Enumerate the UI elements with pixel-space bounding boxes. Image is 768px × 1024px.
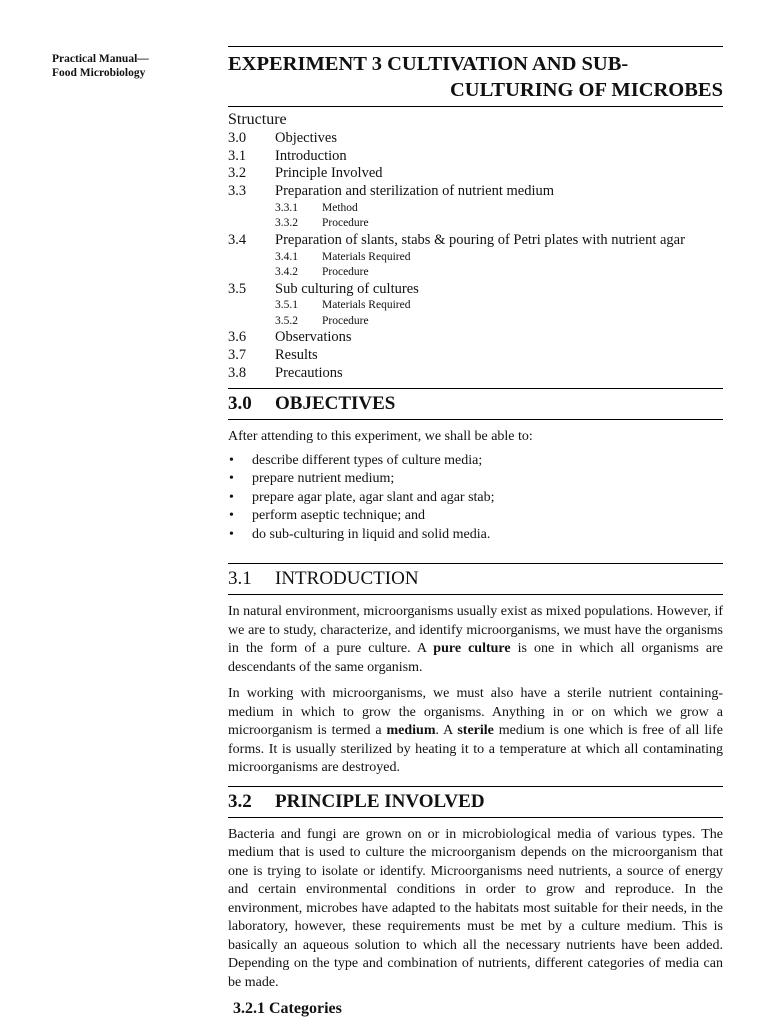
running-head-line2: Food Microbiology	[52, 67, 146, 79]
title-line1: EXPERIMENT 3 CULTIVATION AND SUB-	[228, 53, 629, 75]
introduction-title: INTRODUCTION	[275, 568, 419, 590]
objectives-heading	[228, 389, 723, 419]
structure-subitem	[228, 201, 723, 217]
structure-item-text: Sub culturing of cultures	[275, 280, 419, 297]
intro-p1-text-a: In natural environment, microorganisms usually exist as mixed populations. However, if we are to study, characterize, and identify microorganisms, we must have the organisms in the form of a pure culture. A	[228, 604, 723, 657]
structure-item-number: 3.0	[228, 130, 247, 146]
structure-item-number: 3.3.2	[275, 217, 298, 230]
objective-text: perform aseptic technique; and	[252, 508, 425, 524]
structure-subitem	[228, 265, 723, 281]
page-title	[228, 47, 723, 103]
structure-item	[228, 347, 723, 365]
intro-p2-bold-medium: medium	[386, 723, 436, 739]
structure-item-number: 3.4.1	[275, 250, 298, 263]
structure-item-text: Preparation and sterilization of nutrient medium	[275, 183, 555, 200]
intro-p1-bold: pure culture	[433, 641, 511, 657]
structure-item-number: 3.4.2	[275, 266, 298, 279]
structure-item-number: 3.7	[228, 346, 247, 363]
structure-item-text: Method	[322, 201, 358, 214]
intro-p2-text-c: . A	[435, 723, 458, 739]
objectives-rule-bottom	[228, 419, 723, 420]
objective-text: do sub-culturing in liquid and solid media.	[252, 526, 491, 542]
structure-item-number: 3.3.1	[275, 201, 298, 214]
structure-item	[228, 281, 723, 299]
structure-item-text: Principle Involved	[275, 165, 383, 182]
structure-item-number: 3.3	[228, 183, 247, 200]
structure-item-text: Observations	[275, 329, 352, 346]
objectives-title: OBJECTIVES	[275, 393, 396, 415]
structure-list	[228, 130, 723, 382]
structure-item-text: Objectives	[275, 130, 338, 146]
structure-item-text: Procedure	[322, 314, 369, 327]
structure-item-text: Procedure	[322, 266, 369, 279]
structure-item-number: 3.4	[228, 231, 247, 248]
bullet-dot-icon: •	[229, 489, 234, 505]
structure-item-text: Introduction	[275, 147, 347, 164]
structure-item-text: Procedure	[322, 217, 369, 230]
objective-text: prepare agar plate, agar slant and agar stab;	[252, 489, 495, 505]
intro-p1-text-c: is one in which all organisms are descendants of the same organism.	[228, 641, 723, 675]
objectives-num: 3.0	[228, 393, 252, 415]
running-head-line1: Practical Manual—	[52, 53, 149, 65]
structure-label: Structure	[228, 111, 287, 128]
intro-p2-text-a: In working with microorganisms, we must also have a sterile nutrient containing-medium in which to grow the organisms. Anything in or on which we grow a microorganism is termed a	[228, 686, 723, 739]
introduction-rule-bottom	[228, 594, 723, 595]
principle-num: 3.2	[228, 790, 252, 812]
structure-item-number: 3.8	[228, 364, 247, 381]
objective-bullet	[228, 489, 723, 508]
introduction-heading	[228, 564, 723, 594]
structure-item-text: Results	[275, 346, 318, 363]
structure-item	[228, 329, 723, 347]
principle-rule-bottom	[228, 817, 723, 818]
structure-item	[228, 165, 723, 183]
structure-subitem	[228, 298, 723, 314]
introduction-num: 3.1	[228, 568, 252, 590]
structure-subitem	[228, 216, 723, 232]
structure-item-text: Preparation of slants, stabs & pouring of Petri plates with nutrient agar	[275, 231, 685, 248]
structure-item-text: Materials Required	[322, 250, 411, 263]
title-rule	[228, 106, 723, 107]
objective-bullet	[228, 507, 723, 526]
structure-item	[228, 130, 723, 148]
structure-item-number: 3.5	[228, 280, 247, 297]
introduction-paragraph-2	[228, 685, 723, 778]
bullet-dot-icon: •	[229, 508, 234, 524]
structure-item-text: Materials Required	[322, 299, 411, 312]
intro-p2-text-e: medium is one which is free of all life forms. It is usually sterilized by heating it to a temperature at which all contaminating microorganisms are destroyed.	[228, 723, 723, 776]
objective-bullet	[228, 470, 723, 489]
objective-text: prepare nutrient medium;	[252, 471, 395, 487]
running-head	[52, 52, 202, 80]
introduction-paragraph-1	[228, 603, 723, 677]
structure-subitem	[228, 314, 723, 330]
title-line2: CULTURING OF MICROBES	[450, 79, 723, 101]
principle-title: PRINCIPLE INVOLVED	[275, 790, 485, 812]
bullet-dot-icon: •	[229, 452, 234, 468]
objectives-intro: After attending to this experiment, we shall be able to:	[228, 429, 533, 445]
structure-subitem	[228, 250, 723, 266]
structure-item-number: 3.2	[228, 165, 247, 182]
objective-text: describe different types of culture media;	[252, 452, 483, 468]
main-content	[228, 46, 723, 1018]
structure-item	[228, 365, 723, 383]
categories-subheading: 3.2.1 Categories	[233, 1000, 342, 1018]
structure-item-text: Precautions	[275, 364, 343, 381]
objective-bullet	[228, 526, 723, 545]
structure-item-number: 3.6	[228, 329, 247, 346]
structure-item	[228, 183, 723, 201]
structure-item-number: 3.5.2	[275, 314, 298, 327]
objective-bullet	[228, 452, 723, 471]
principle-paragraph: Bacteria and fungi are grown on or in microbiological media of various types. The medium that is used to culture the microorganism depends on the microorganism that one is trying to isolate or identify. Microorganisms need nutrients, a source of energy and certain environmental conditions in order to grow and reproduce. In the environment, microbes have adapted to the habitats most suitable for their needs, in the laboratory, however, these requirements must be met by a culture medium. This is basically an aqueous solution to which all the necessary nutrients have been added. Depending on the type and combination of nutrients, different categories of media can be made.	[228, 826, 723, 990]
structure-item	[228, 232, 723, 250]
objectives-list	[228, 452, 723, 545]
principle-heading	[228, 787, 723, 817]
bullet-dot-icon: •	[229, 526, 234, 542]
structure-item-number: 3.5.1	[275, 299, 298, 312]
bullet-dot-icon: •	[229, 471, 234, 487]
structure-item	[228, 148, 723, 166]
structure-item-number: 3.1	[228, 147, 247, 164]
intro-p2-bold-sterile: sterile	[457, 723, 494, 739]
